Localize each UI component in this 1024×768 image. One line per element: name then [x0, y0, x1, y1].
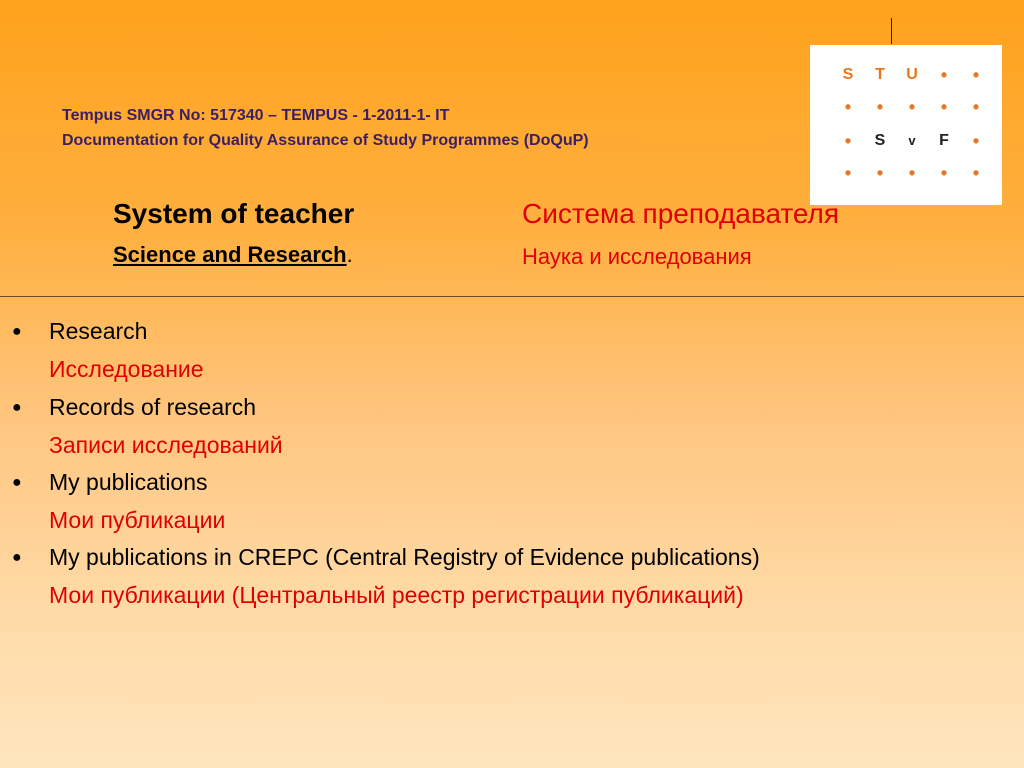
slide-title-english: System of teacher — [113, 198, 355, 229]
logo-dot: • — [972, 65, 980, 85]
logo-letter-s: S — [842, 66, 854, 83]
logo-dot: • — [972, 163, 980, 183]
subtitle-period: . — [346, 242, 353, 267]
bullet-icon: ● — [12, 323, 22, 340]
logo-letter-f: F — [939, 132, 949, 149]
list-item-english: Records of research — [49, 394, 257, 420]
slide-title-russian: Система преподавателя — [522, 198, 840, 229]
logo-dot: • — [972, 131, 980, 151]
list-item-russian: Мои публикации (Центральный реестр регистрации публикаций) — [49, 582, 744, 608]
list-item-english: Research — [49, 318, 148, 344]
logo-dot: • — [876, 163, 884, 183]
bullet-icon: ● — [12, 474, 22, 491]
bullet-icon: ● — [12, 549, 22, 566]
slide-subtitle-russian: Наука и исследования — [522, 244, 752, 269]
slide-subtitle-english — [113, 242, 353, 268]
logo-dot: • — [908, 163, 916, 183]
logo-row-4 — [838, 161, 988, 185]
logo-dot: • — [844, 163, 852, 183]
logo-row-2 — [838, 95, 988, 119]
header-project-title: Documentation for Quality Assurance of Study Programmes (DoQuP) — [62, 132, 589, 149]
logo-dot: • — [940, 65, 948, 85]
logo-letter-v: v — [908, 133, 916, 148]
logo-divider — [891, 18, 892, 44]
logo-dot: • — [972, 97, 980, 117]
bullet-icon: ● — [12, 399, 22, 416]
list-item-russian: Записи исследований — [49, 432, 283, 458]
logo-letter-u: U — [906, 66, 918, 83]
list-item-russian: Мои публикации — [49, 507, 226, 533]
logo-dot: • — [908, 97, 916, 117]
subtitle-link-text: Science and Research — [113, 242, 347, 267]
section-divider — [0, 296, 1024, 297]
logo-dot: • — [876, 97, 884, 117]
logo-dot: • — [940, 97, 948, 117]
stu-svf-logo — [810, 45, 1002, 205]
header-project-number: Tempus SMGR No: 517340 – TEMPUS - 1-2011-1- IT — [62, 107, 450, 124]
logo-row-1 — [838, 63, 988, 87]
logo-row-3 — [838, 129, 988, 153]
logo-letter-s: S — [874, 132, 886, 149]
logo-dot: • — [940, 163, 948, 183]
list-item-russian: Исследование — [49, 356, 204, 382]
list-item-english: My publications — [49, 469, 208, 495]
logo-letter-t: T — [875, 66, 885, 83]
logo-dot: • — [844, 131, 852, 151]
logo-dot: • — [844, 97, 852, 117]
list-item-english: My publications in CREPC (Central Registry of Evidence publications) — [49, 544, 760, 570]
